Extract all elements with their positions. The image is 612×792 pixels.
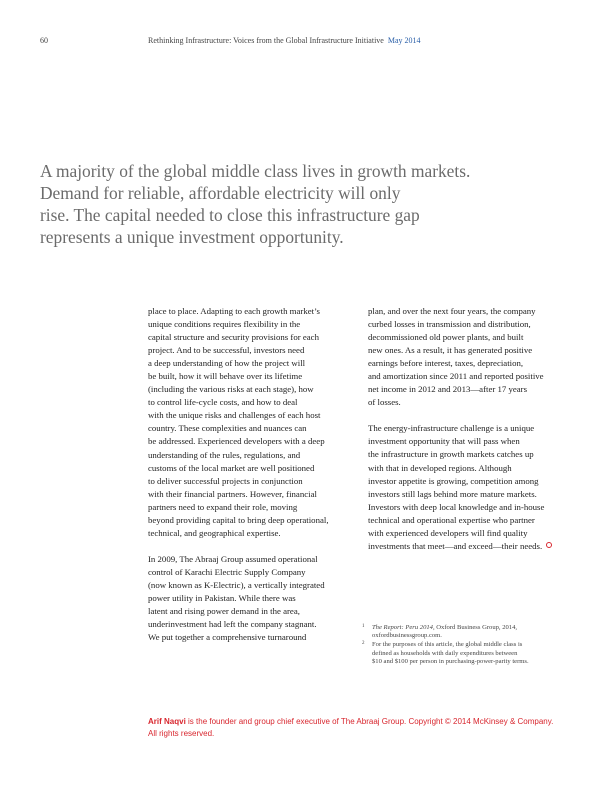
body-line: with that in developed regions. Although: [368, 462, 512, 473]
end-of-article-icon: [546, 542, 552, 548]
body-line: The energy-infrastructure challenge is a unique: [368, 423, 535, 434]
author-bio: [148, 716, 578, 741]
body-line: We put together a comprehensive turnaround: [148, 632, 307, 643]
body-line: investors still lags behind more mature markets.: [368, 488, 537, 499]
issue-date: May 2014: [387, 36, 421, 45]
body-line: a deep understanding of how the project will: [148, 358, 306, 369]
body-line: with their financial partners. However, financial: [148, 488, 317, 499]
body-line: partners need to expand their role, moving: [148, 501, 298, 512]
body-line: be addressed. Experienced developers with a deep: [148, 436, 325, 447]
body-line: with the unique risks and challenges of each host: [148, 410, 321, 421]
body-line: beyond providing capital to bring deep operational,: [148, 514, 329, 525]
body-line: the infrastructure in growth markets catches up: [368, 449, 534, 460]
publication-title: Rethinking Infrastructure: Voices from the Global Infrastructure Initiative: [148, 36, 384, 45]
body-line: (including the various risks at each stage), how: [148, 384, 314, 395]
footnote-line: $10 and $100 per person in purchasing-power-parity terms.: [372, 657, 529, 665]
body-line: plan, and over the next four years, the company: [368, 306, 536, 316]
body-line: understanding of the rules, regulations, and: [148, 449, 301, 460]
body-line: project. And to be successful, investors need: [148, 345, 305, 356]
footnote-source-details: , Oxford Business Group, 2014,: [432, 624, 518, 631]
body-line: (now known as K-Electric), a vertically integrated: [148, 579, 325, 590]
pull-quote-line: Demand for reliable, affordable electricity will only: [40, 183, 401, 203]
pull-quote-line: rise. The capital needed to close this infrastructure gap: [40, 205, 420, 225]
paragraph: [148, 553, 358, 644]
body-line: investor appetite is growing, competition among: [368, 475, 539, 486]
footnote-1: [362, 624, 582, 640]
footnote-line: [372, 624, 582, 632]
body-line: Investors with deep local knowledge and in-house: [368, 501, 545, 512]
footnote-line: defined as households with daily expenditures between: [372, 649, 518, 657]
paragraph: [368, 305, 578, 409]
body-line: new ones. As a result, it has generated positive: [368, 345, 533, 356]
body-line: latent and rising power demand in the area,: [148, 606, 300, 617]
body-line: technical, and geographical expertise.: [148, 527, 281, 538]
body-line: place to place. Adapting to each growth market’s: [148, 306, 320, 316]
body-line: In 2009, The Abraaj Group assumed operational: [148, 553, 318, 564]
body-line: of losses.: [368, 397, 401, 408]
right-column: [368, 305, 578, 566]
pull-quote-line: A majority of the global middle class lives in growth markets.: [40, 161, 471, 181]
body-line: investment opportunity that will pass when: [368, 436, 520, 447]
footnote-mark: 1: [362, 624, 365, 629]
body-line: technical and operational expertise who partner: [368, 514, 535, 525]
paragraph: [368, 422, 578, 552]
body-line-text: investments that meet—and exceed—their needs.: [368, 540, 543, 551]
pull-quote: [40, 160, 510, 248]
body-line: earnings before interest, taxes, depreciation,: [368, 358, 524, 369]
footnote-line: For the purposes of this article, the global middle class is: [372, 641, 523, 649]
page-number: 60: [40, 36, 48, 45]
body-line: with experienced developers will find quality: [368, 527, 528, 538]
body-line: country. These complexities and nuances can: [148, 423, 307, 434]
body-line: customs of the local market are well positioned: [148, 462, 315, 473]
body-line: capital structure and security provisions for each: [148, 332, 319, 343]
bio-text: is the founder and group chief executive of The Abraaj Group. Copyright © 2014 McKinsey & Company.: [185, 717, 554, 726]
body-line: and amortization since 2011 and reported positive: [368, 371, 544, 382]
footnote-line: oxfordbusinessgroup.com.: [372, 632, 442, 640]
body-line: net income in 2012 and 2013—after 17 years: [368, 384, 528, 395]
pull-quote-line: represents a unique investment opportunity.: [40, 227, 344, 247]
body-line: decommissioned old power plants, and built: [368, 332, 524, 343]
footnote-mark: 2: [362, 641, 365, 647]
footnotes: [362, 624, 582, 667]
paragraph: [148, 305, 358, 540]
bio-line: All rights reserved.: [148, 729, 215, 739]
left-column: [148, 305, 358, 657]
body-line: [368, 540, 578, 553]
body-line: be built, how it will behave over its lifetime: [148, 371, 303, 382]
body-line: unique conditions requires flexibility in the: [148, 319, 301, 330]
body-line: control of Karachi Electric Supply Company: [148, 566, 306, 577]
footnote-2: [362, 641, 582, 666]
body-line: to deliver successful projects in conjunction: [148, 475, 303, 486]
body-line: underinvestment had left the company stagnant.: [148, 619, 317, 630]
body-line: power utility in Pakistan. While there was: [148, 592, 296, 603]
bio-line: [148, 716, 578, 728]
footnote-source-title: The Report: Peru 2014: [372, 624, 433, 631]
body-line: to control life-cycle costs, and how to deal: [148, 397, 298, 408]
body-line: curbed losses in transmission and distribution,: [368, 319, 531, 330]
running-title: [148, 36, 421, 45]
author-name: Arif Naqvi: [148, 717, 186, 726]
